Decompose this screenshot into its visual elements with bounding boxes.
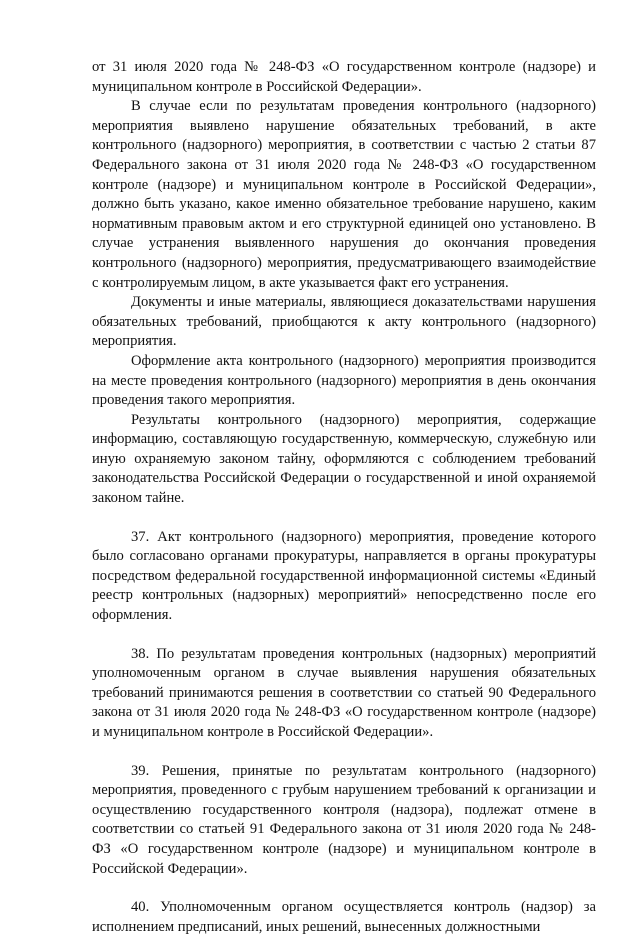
paragraph-item-39: 39. Решения, принятые по результатам контрольного (надзорного) мероприятия, проведенного с грубым нарушением требований к организации и осуществлению государственного контроля (надзора), подлежат отмене в соответствии со статьей 91 Федерального закона от 31 июля 2020 года № 248-ФЗ «О государственном контроле (надзоре) и муниципальном контроле в Российской Федерации». <box>92 762 596 877</box>
paragraph-secret-information: Результаты контрольного (надзорного) мероприятия, содержащие информацию, составляющую государственную, коммерческую, служебную или иную охраняемую законом тайну, оформляются с соблюдением требований законодательства Российской Федерации о государственной и иной охраняемой законом тайне. <box>92 411 596 507</box>
paragraph-item-38: 38. По результатам проведения контрольных (надзорных) мероприятий уполномоченным органом в случае выявления нарушения обязательных требований принимаются решения в соответствии со статьей 90 Федерального закона от 31 июля 2020 года № 248-ФЗ «О государственном контроле (надзоре) и муниципальном контроле в Российской Федерации». <box>92 645 596 740</box>
paragraph-violation-found: В случае если по результатам проведения контрольного (надзорного) мероприятия выявлено нарушение обязательных требований, в акте контрольного (надзорного) мероприятия, в соответствии с частью 2 статьи 87 Федерального закона от 31 июля 2020 года № 248-ФЗ «О государственном контроле (надзоре) и муниципальном контроле в Российской Федерации», должно быть указано, какое именно обязательное требование нарушено, каким нормативным правовым актом и его структурной единицей оно установлено. В случае устранения выявленного нарушения до окончания проведения контрольного (надзорного) мероприятия, предусматривающего взаимодействие с контролируемым лицом, в акте указывается факт его устранения. <box>92 98 596 291</box>
paragraph-item-37: 37. Акт контрольного (надзорного) мероприятия, проведение которого было согласовано органами прокуратуры, направляется в органы прокуратуры посредством федеральной государственной информационной системы «Единый реестр контрольных (надзорных) мероприятий» непосредственно после его оформления. <box>92 528 596 624</box>
document-page <box>92 58 596 937</box>
paragraph-continuation: от 31 июля 2020 года № 248-ФЗ «О государственном контроле (надзоре) и муниципальном контроле в Российской Федерации». <box>92 59 596 95</box>
paragraph-item-40: 40. Уполномоченным органом осуществляется контроль (надзор) за исполнением предписаний, иных решений, вынесенных должностными <box>92 899 596 935</box>
paragraph-evidence-documents: Документы и иные материалы, являющиеся доказательствами нарушения обязательных требований, приобщаются к акту контрольного (надзорного) мероприятия. <box>92 294 596 350</box>
paragraph-act-execution: Оформление акта контрольного (надзорного) мероприятия производится на месте проведения контрольного (надзорного) мероприятия в день окончания проведения такого мероприятия. <box>92 352 596 409</box>
